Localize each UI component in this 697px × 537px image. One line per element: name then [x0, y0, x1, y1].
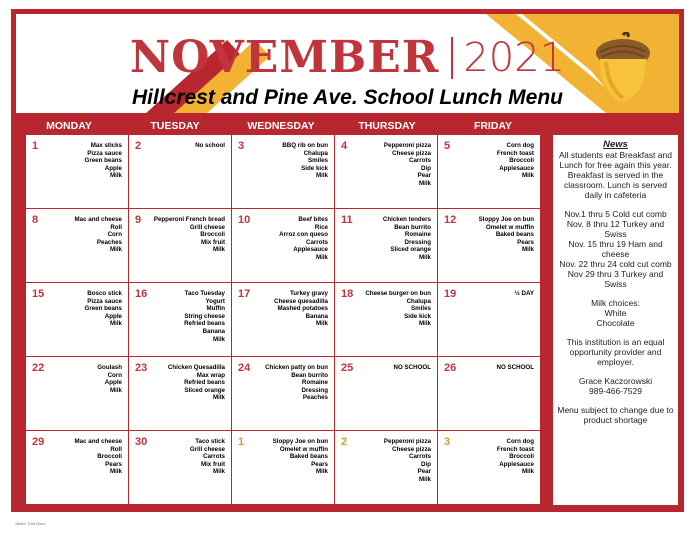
menu-item: Side kick: [404, 312, 431, 320]
menu-items: [479, 216, 534, 254]
menu-item: Milk: [418, 320, 431, 328]
date-number: 25: [341, 362, 354, 374]
news-block: [556, 405, 675, 425]
menu-item: Sliced orange: [184, 386, 225, 394]
day-friday: FRIDAY: [473, 120, 513, 132]
menu-item: Milk: [418, 475, 431, 483]
day-cell: [232, 209, 335, 283]
menu-item: Mix fruit: [200, 238, 225, 246]
day-cell: [335, 209, 438, 283]
news-body: [556, 150, 675, 425]
menu-item: Omelet w muffin: [485, 223, 534, 231]
menu-item: Milk: [212, 246, 225, 254]
day-cell: [438, 357, 541, 431]
menu-item: Mac and cheese: [74, 438, 122, 445]
menu-item: Corn: [107, 231, 122, 239]
news-block: [556, 376, 675, 396]
menu-item: Apple: [104, 312, 122, 320]
menu-item: Applesauce: [293, 246, 328, 254]
day-cell: [232, 431, 335, 505]
menu-item: Baked beans: [289, 453, 328, 461]
news-block: [556, 209, 675, 289]
menu-item: Milk: [315, 253, 328, 261]
day-cell: [335, 431, 438, 505]
menu-item: French toast: [496, 149, 534, 157]
menu-item: Milk: [109, 320, 122, 328]
day-cell: [335, 283, 438, 357]
menu-item: String cheese: [184, 312, 225, 320]
menu-item: Romaine: [301, 379, 328, 387]
menu-item: Banana: [202, 327, 225, 335]
menu-item: Milk: [418, 253, 431, 261]
date-number: 23: [135, 362, 148, 374]
menu-item: Refried beans: [184, 320, 225, 328]
menu-item: Romaine: [404, 231, 431, 239]
menu-item: Rice: [314, 223, 328, 231]
menu-item: French toast: [496, 445, 534, 453]
menu-item: Broccoli: [200, 231, 225, 239]
menu-item: Arroz con queso: [279, 231, 328, 239]
menu-item: Smiles: [411, 305, 431, 313]
day-wednesday: WEDNESDAY: [247, 120, 315, 132]
menu-item: Roll: [110, 445, 122, 453]
menu-item: Goulash: [97, 364, 122, 371]
menu-item: Peaches: [302, 394, 328, 402]
day-cell: [438, 431, 541, 505]
menu-item: Milk: [212, 335, 225, 343]
day-cell: [129, 209, 232, 283]
menu-item: Dressing: [301, 386, 328, 394]
day-cell: [232, 283, 335, 357]
day-cell: [335, 135, 438, 209]
news-line: Nov. 22 thru 24 cold cut comb: [559, 259, 672, 269]
acorn-icon: [592, 32, 654, 104]
news-line: Menu subject to change due to product shortage: [557, 405, 674, 425]
header-banner: [16, 14, 679, 113]
menu-item: Mashed potatoes: [277, 305, 328, 313]
date-number: 17: [238, 288, 251, 300]
menu-items: [97, 364, 122, 394]
menu-item: Broccoli: [509, 453, 534, 461]
news-line: Breakfast is served in the classroom. Lunch is served daily in cafeteria: [564, 170, 667, 200]
menu-items: [190, 438, 225, 476]
date-number: 19: [444, 288, 457, 300]
date-number: 9: [135, 214, 142, 226]
menu-item: Cheese burger on bun: [365, 290, 431, 297]
menu-item: Pears: [311, 460, 328, 468]
menu-items: [85, 142, 123, 180]
menu-items: [384, 142, 431, 188]
menu-items: [497, 142, 534, 180]
menu-items: [497, 364, 534, 372]
menu-items: [384, 438, 431, 484]
menu-item: Banana: [305, 312, 328, 320]
menu-item: Refried beans: [184, 379, 225, 387]
date-number: 11: [341, 214, 353, 226]
news-line: Nov. 15 thru 19 Ham and cheese: [568, 239, 663, 259]
menu-item: Milk: [109, 468, 122, 476]
menu-item: Corn: [107, 371, 122, 379]
menu-item: Sloppy Joe on bun: [478, 216, 534, 223]
menu-item: Milk: [521, 172, 534, 180]
news-line: Nov.1 thru 5 Cold cut comb: [564, 209, 667, 219]
menu-item: Taco Tuesday: [184, 290, 225, 297]
menu-item: Chalupa: [406, 297, 431, 305]
news-line: Grace Kaczorowski: [578, 376, 653, 386]
menu-item: Broccoli: [97, 453, 122, 461]
menu-item: Roll: [110, 223, 122, 231]
menu-item: Milk: [212, 468, 225, 476]
title-year: 2021: [463, 34, 566, 81]
day-cell: [129, 135, 232, 209]
news-line: 989-466-7529: [589, 386, 642, 396]
menu-items: [282, 142, 328, 180]
date-number: 5: [444, 140, 451, 152]
news-line: Chocolate: [596, 318, 635, 328]
menu-item: Bean burrito: [394, 223, 431, 231]
menu-items: [383, 216, 431, 262]
menu-item: BBQ rib on bun: [282, 142, 328, 149]
menu-item: Milk: [521, 246, 534, 254]
menu-item: Chicken Quesadilla: [167, 364, 225, 371]
title-month: NOVEMBER: [129, 32, 440, 83]
menu-item: Corn dog: [506, 438, 534, 445]
day-cell: [26, 135, 129, 209]
menu-item: Pizza sauce: [87, 149, 122, 157]
menu-item: Dip: [421, 164, 431, 172]
menu-item: Pizza sauce: [87, 297, 122, 305]
menu-item: Apple: [104, 164, 122, 172]
date-number: 4: [341, 140, 348, 152]
menu-item: Corn dog: [506, 142, 534, 149]
day-cell: [232, 357, 335, 431]
menu-item: Green beans: [84, 305, 122, 313]
menu-item: Carrots: [305, 238, 328, 246]
date-number: 22: [32, 362, 45, 374]
menu-items: [154, 216, 225, 254]
menu-items: [274, 290, 328, 328]
menu-items: [279, 216, 328, 262]
date-number: 3: [444, 436, 451, 448]
menu-item: Carrots: [408, 453, 431, 461]
menu-item: Mac and cheese: [74, 216, 122, 223]
menu-item: Milk: [418, 179, 431, 187]
date-number: 8: [32, 214, 39, 226]
day-cell: [26, 357, 129, 431]
date-number: 15: [32, 288, 45, 300]
day-cell: [129, 283, 232, 357]
menu-item: Bosco stick: [87, 290, 122, 297]
menu-item: Sloppy Joe on bun: [272, 438, 328, 445]
menu-item: Milk: [315, 172, 328, 180]
menu-item: Applesauce: [499, 164, 534, 172]
menu-item: Broccoli: [509, 157, 534, 165]
menu-item: Pear: [417, 172, 431, 180]
day-cell: [232, 135, 335, 209]
menu-item: Cheese quesadilla: [274, 297, 328, 305]
menu-item: Green beans: [84, 157, 122, 165]
news-line: White: [604, 308, 627, 318]
day-cell: [129, 431, 232, 505]
page-subtitle: Hillcrest and Pine Ave. School Lunch Menu: [132, 86, 563, 109]
menu-items: [168, 364, 225, 402]
day-cell: [26, 431, 129, 505]
menu-items: [85, 290, 123, 328]
menu-items: [394, 364, 431, 372]
menu-item: Muffin: [206, 305, 225, 313]
news-title: News: [603, 139, 628, 150]
day-cell: [438, 209, 541, 283]
date-number: 18: [341, 288, 354, 300]
menu-items: [75, 438, 122, 476]
menu-item: Milk: [521, 468, 534, 476]
menu-item: Mix fruit: [200, 460, 225, 468]
day-cell: [26, 209, 129, 283]
menu-item: Beef bites: [298, 216, 328, 223]
menu-item: Dressing: [404, 238, 431, 246]
date-number: 1: [32, 140, 39, 152]
menu-item: Grill cheese: [189, 445, 225, 453]
menu-item: Chalupa: [303, 149, 328, 157]
date-number: 2: [341, 436, 348, 448]
menu-items: [365, 290, 431, 328]
menu-item: ½ DAY: [514, 290, 534, 297]
menu-item: Milk: [212, 394, 225, 402]
menu-item: Milk: [109, 386, 122, 394]
date-number: 24: [238, 362, 251, 374]
menu-items: [195, 142, 225, 150]
news-block: [556, 150, 675, 200]
date-number: 16: [135, 288, 148, 300]
menu-items: [75, 216, 122, 254]
menu-item: Yogurt: [205, 297, 225, 305]
menu-item: Milk: [109, 246, 122, 254]
calendar-grid: [26, 135, 541, 505]
menu-item: Grill cheese: [189, 223, 225, 231]
menu-item: Max sticks: [90, 142, 122, 149]
menu-item: Pear: [417, 468, 431, 476]
menu-item: No school: [195, 142, 225, 149]
menu-item: Pears: [105, 460, 122, 468]
menu-items: [265, 364, 328, 402]
day-thursday: THURSDAY: [358, 120, 416, 132]
day-monday: MONDAY: [46, 120, 92, 132]
date-number: 1: [238, 436, 245, 448]
day-cell: [129, 357, 232, 431]
menu-item: Carrots: [202, 453, 225, 461]
page-title: [130, 32, 565, 83]
menu-item: Pears: [517, 238, 534, 246]
menu-item: Apple: [104, 379, 122, 387]
footnote: Slides That Work: [15, 521, 46, 526]
date-number: 30: [135, 436, 148, 448]
menu-item: Sliced orange: [390, 246, 431, 254]
day-cell: [438, 135, 541, 209]
date-number: 12: [444, 214, 457, 226]
news-line: Milk choices:: [591, 298, 640, 308]
menu-item: Bean burrito: [291, 371, 328, 379]
menu-item: Max wrap: [196, 371, 225, 379]
menu-items: [184, 290, 225, 343]
menu-items: [273, 438, 328, 476]
news-line: Nov. 8 thru 12 Turkey and Swiss: [566, 219, 665, 239]
date-number: 10: [238, 214, 251, 226]
news-block: [556, 337, 675, 367]
menu-item: Turkey gravy: [289, 290, 328, 297]
news-line: All students eat Breakfast and Lunch for free again this year.: [559, 150, 672, 170]
menu-item: Pepperoni pizza: [383, 438, 431, 445]
menu-item: Pepperoni French bread: [153, 216, 225, 223]
menu-item: Chicken patty on bun: [265, 364, 328, 371]
menu-item: Taco stick: [195, 438, 225, 445]
menu-item: Cheese pizza: [392, 149, 431, 157]
title-divider: [451, 37, 453, 79]
menu-item: Baked beans: [495, 231, 534, 239]
menu-item: Milk: [315, 468, 328, 476]
menu-item: Chicken tenders: [382, 216, 431, 223]
menu-item: Milk: [315, 320, 328, 328]
menu-item: Dip: [421, 460, 431, 468]
menu-items: [515, 290, 534, 298]
menu-item: Smiles: [308, 157, 328, 165]
menu-item: Side kick: [301, 164, 328, 172]
menu-item: Carrots: [408, 157, 431, 165]
news-panel: [553, 135, 678, 505]
menu-item: Applesauce: [499, 460, 534, 468]
menu-items: [497, 438, 534, 476]
menu-item: NO SCHOOL: [496, 364, 534, 371]
weekday-header: [16, 117, 546, 135]
menu-item: Peaches: [96, 238, 122, 246]
menu-item: Milk: [109, 172, 122, 180]
news-line: This institution is an equal opportunity provider and employer.: [566, 337, 665, 367]
menu-item: Cheese pizza: [392, 445, 431, 453]
menu-item: NO SCHOOL: [393, 364, 431, 371]
date-number: 2: [135, 140, 142, 152]
date-number: 29: [32, 436, 45, 448]
news-block: [556, 298, 675, 328]
menu-item: Omelet w muffin: [279, 445, 328, 453]
day-cell: [335, 357, 438, 431]
date-number: 26: [444, 362, 457, 374]
day-tuesday: TUESDAY: [150, 120, 200, 132]
news-line: Nov 29 thru 3 Turkey and Swiss: [567, 269, 664, 289]
day-cell: [26, 283, 129, 357]
day-cell: [438, 283, 541, 357]
menu-item: Pepperoni pizza: [383, 142, 431, 149]
date-number: 3: [238, 140, 245, 152]
